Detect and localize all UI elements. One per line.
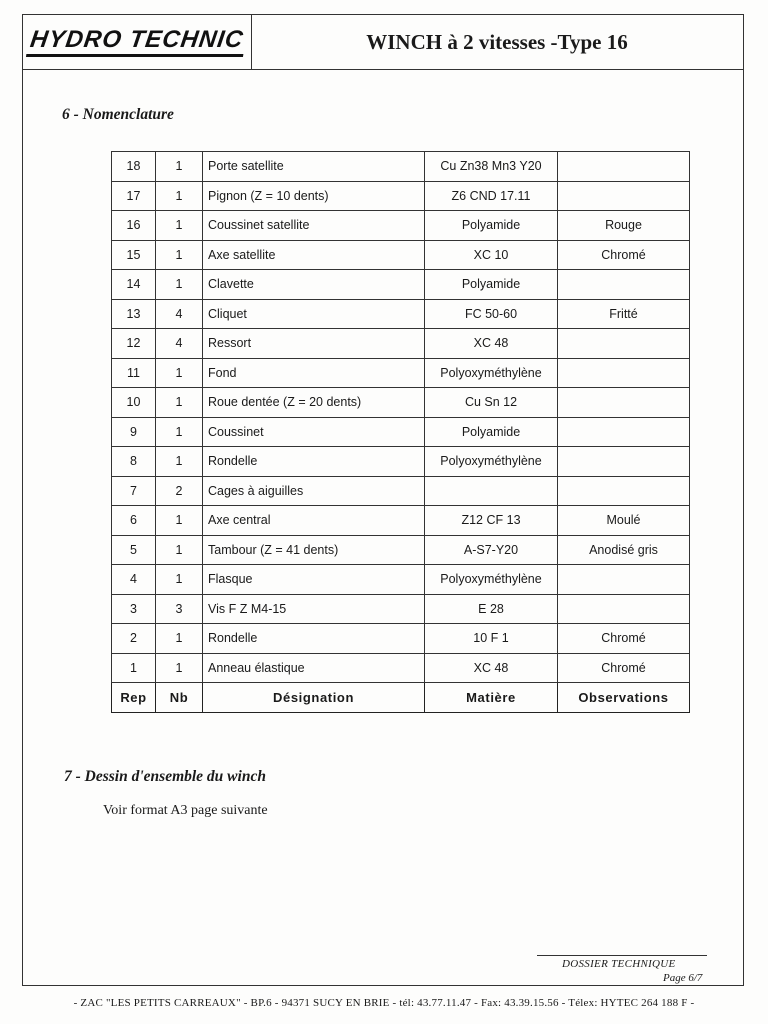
- cell-nb: 1: [156, 270, 203, 300]
- cell-designation: Cliquet: [203, 299, 425, 329]
- cell-observations: [558, 358, 690, 388]
- cell-observations: [558, 417, 690, 447]
- cell-observations: [558, 329, 690, 359]
- cell-nb: 1: [156, 565, 203, 595]
- cell-designation: Roue dentée (Z = 20 dents): [203, 388, 425, 418]
- cell-nb: 1: [156, 447, 203, 477]
- column-header-nb: Nb: [156, 683, 203, 713]
- cell-matiere: FC 50-60: [425, 299, 558, 329]
- cell-rep: 9: [112, 417, 156, 447]
- cell-observations: [558, 270, 690, 300]
- cell-designation: Coussinet: [203, 417, 425, 447]
- table-header-row: [112, 683, 690, 713]
- cell-nb: 1: [156, 535, 203, 565]
- table-row: [112, 594, 690, 624]
- cell-rep: 6: [112, 506, 156, 536]
- cell-designation: Flasque: [203, 565, 425, 595]
- cell-observations: [558, 388, 690, 418]
- column-header-designation: Désignation: [203, 683, 425, 713]
- cell-nb: 1: [156, 240, 203, 270]
- cell-matiere: Polyoxyméthylène: [425, 447, 558, 477]
- section-title-assembly-drawing: 7 - Dessin d'ensemble du winch: [64, 768, 266, 785]
- cell-matiere: Polyoxyméthylène: [425, 565, 558, 595]
- cell-matiere: XC 48: [425, 329, 558, 359]
- cell-designation: Tambour (Z = 41 dents): [203, 535, 425, 565]
- cell-observations: Rouge: [558, 211, 690, 241]
- cell-nb: 1: [156, 417, 203, 447]
- cell-matiere: 10 F 1: [425, 624, 558, 654]
- cell-nb: 1: [156, 624, 203, 654]
- cell-rep: 16: [112, 211, 156, 241]
- cell-matiere: Polyamide: [425, 270, 558, 300]
- cell-nb: 1: [156, 506, 203, 536]
- section-title-nomenclature: 6 - Nomenclature: [62, 106, 174, 123]
- cell-nb: 1: [156, 388, 203, 418]
- table-row: [112, 299, 690, 329]
- company-logo: HYDRO TECHNIC: [26, 28, 247, 57]
- table-row: [112, 447, 690, 477]
- cell-rep: 12: [112, 329, 156, 359]
- cell-nb: 4: [156, 299, 203, 329]
- cell-rep: 1: [112, 653, 156, 683]
- cell-rep: 5: [112, 535, 156, 565]
- cell-observations: [558, 565, 690, 595]
- cell-matiere: Z6 CND 17.11: [425, 181, 558, 211]
- dossier-label: DOSSIER TECHNIQUE: [562, 958, 676, 970]
- cell-designation: Axe central: [203, 506, 425, 536]
- cell-designation: Rondelle: [203, 624, 425, 654]
- cell-nb: 2: [156, 476, 203, 506]
- cell-observations: [558, 594, 690, 624]
- cell-matiere: Polyamide: [425, 417, 558, 447]
- cell-observations: [558, 476, 690, 506]
- table-row: [112, 152, 690, 182]
- table-row: [112, 181, 690, 211]
- cell-designation: Fond: [203, 358, 425, 388]
- cell-designation: Ressort: [203, 329, 425, 359]
- cell-rep: 2: [112, 624, 156, 654]
- cell-nb: 1: [156, 653, 203, 683]
- cell-designation: Pignon (Z = 10 dents): [203, 181, 425, 211]
- cell-rep: 14: [112, 270, 156, 300]
- nomenclature-table-body: [112, 152, 690, 713]
- cell-observations: [558, 181, 690, 211]
- document-title: WINCH à 2 vitesses -Type 16: [366, 29, 628, 54]
- column-header-matiere: Matière: [425, 683, 558, 713]
- cell-observations: Fritté: [558, 299, 690, 329]
- cell-observations: Chromé: [558, 240, 690, 270]
- cell-rep: 17: [112, 181, 156, 211]
- column-header-rep: Rep: [112, 683, 156, 713]
- cell-matiere: Polyoxyméthylène: [425, 358, 558, 388]
- cell-rep: 18: [112, 152, 156, 182]
- cell-rep: 3: [112, 594, 156, 624]
- cell-designation: Cages à aiguilles: [203, 476, 425, 506]
- table-row: [112, 624, 690, 654]
- table-row: [112, 565, 690, 595]
- cell-matiere: XC 10: [425, 240, 558, 270]
- cell-matiere: [425, 476, 558, 506]
- table-row: [112, 535, 690, 565]
- table-row: [112, 329, 690, 359]
- cell-rep: 13: [112, 299, 156, 329]
- cell-rep: 11: [112, 358, 156, 388]
- cell-designation: Anneau élastique: [203, 653, 425, 683]
- cell-observations: Anodisé gris: [558, 535, 690, 565]
- cell-observations: [558, 447, 690, 477]
- table-row: [112, 358, 690, 388]
- table-row: [112, 211, 690, 241]
- footer-divider: [537, 955, 707, 956]
- cell-rep: 10: [112, 388, 156, 418]
- company-address: - ZAC "LES PETITS CARREAUX" - BP.6 - 94371 SUCY EN BRIE - tél: 43.77.11.47 - Fax: 43.39.15.56 - Télex: HYTEC 264 188 F -: [73, 997, 695, 1009]
- cell-designation: Axe satellite: [203, 240, 425, 270]
- cell-observations: Chromé: [558, 624, 690, 654]
- cell-nb: 1: [156, 152, 203, 182]
- document-header: [23, 15, 743, 70]
- table-row: [112, 506, 690, 536]
- table-row: [112, 240, 690, 270]
- cell-designation: Vis F Z M4-15: [203, 594, 425, 624]
- cell-designation: Rondelle: [203, 447, 425, 477]
- cell-matiere: A-S7-Y20: [425, 535, 558, 565]
- table-row: [112, 417, 690, 447]
- cell-matiere: Z12 CF 13: [425, 506, 558, 536]
- cell-observations: Moulé: [558, 506, 690, 536]
- table-row: [112, 653, 690, 683]
- cell-rep: 15: [112, 240, 156, 270]
- cell-designation: Porte satellite: [203, 152, 425, 182]
- table-row: [112, 388, 690, 418]
- cell-rep: 4: [112, 565, 156, 595]
- cell-observations: [558, 152, 690, 182]
- logo-cell: [23, 15, 252, 69]
- nomenclature-table: [111, 151, 690, 713]
- cell-matiere: XC 48: [425, 653, 558, 683]
- cell-nb: 1: [156, 211, 203, 241]
- cell-matiere: Cu Sn 12: [425, 388, 558, 418]
- cell-rep: 8: [112, 447, 156, 477]
- cell-nb: 1: [156, 181, 203, 211]
- cell-rep: 7: [112, 476, 156, 506]
- cell-matiere: E 28: [425, 594, 558, 624]
- cell-matiere: Polyamide: [425, 211, 558, 241]
- cell-nb: 3: [156, 594, 203, 624]
- page-number: Page 6/7: [663, 972, 703, 984]
- assembly-drawing-note: Voir format A3 page suivante: [103, 803, 268, 818]
- table-row: [112, 476, 690, 506]
- cell-observations: Chromé: [558, 653, 690, 683]
- column-header-observations: Observations: [558, 683, 690, 713]
- cell-nb: 4: [156, 329, 203, 359]
- cell-designation: Clavette: [203, 270, 425, 300]
- cell-matiere: Cu Zn38 Mn3 Y20: [425, 152, 558, 182]
- table-row: [112, 270, 690, 300]
- cell-nb: 1: [156, 358, 203, 388]
- cell-designation: Coussinet satellite: [203, 211, 425, 241]
